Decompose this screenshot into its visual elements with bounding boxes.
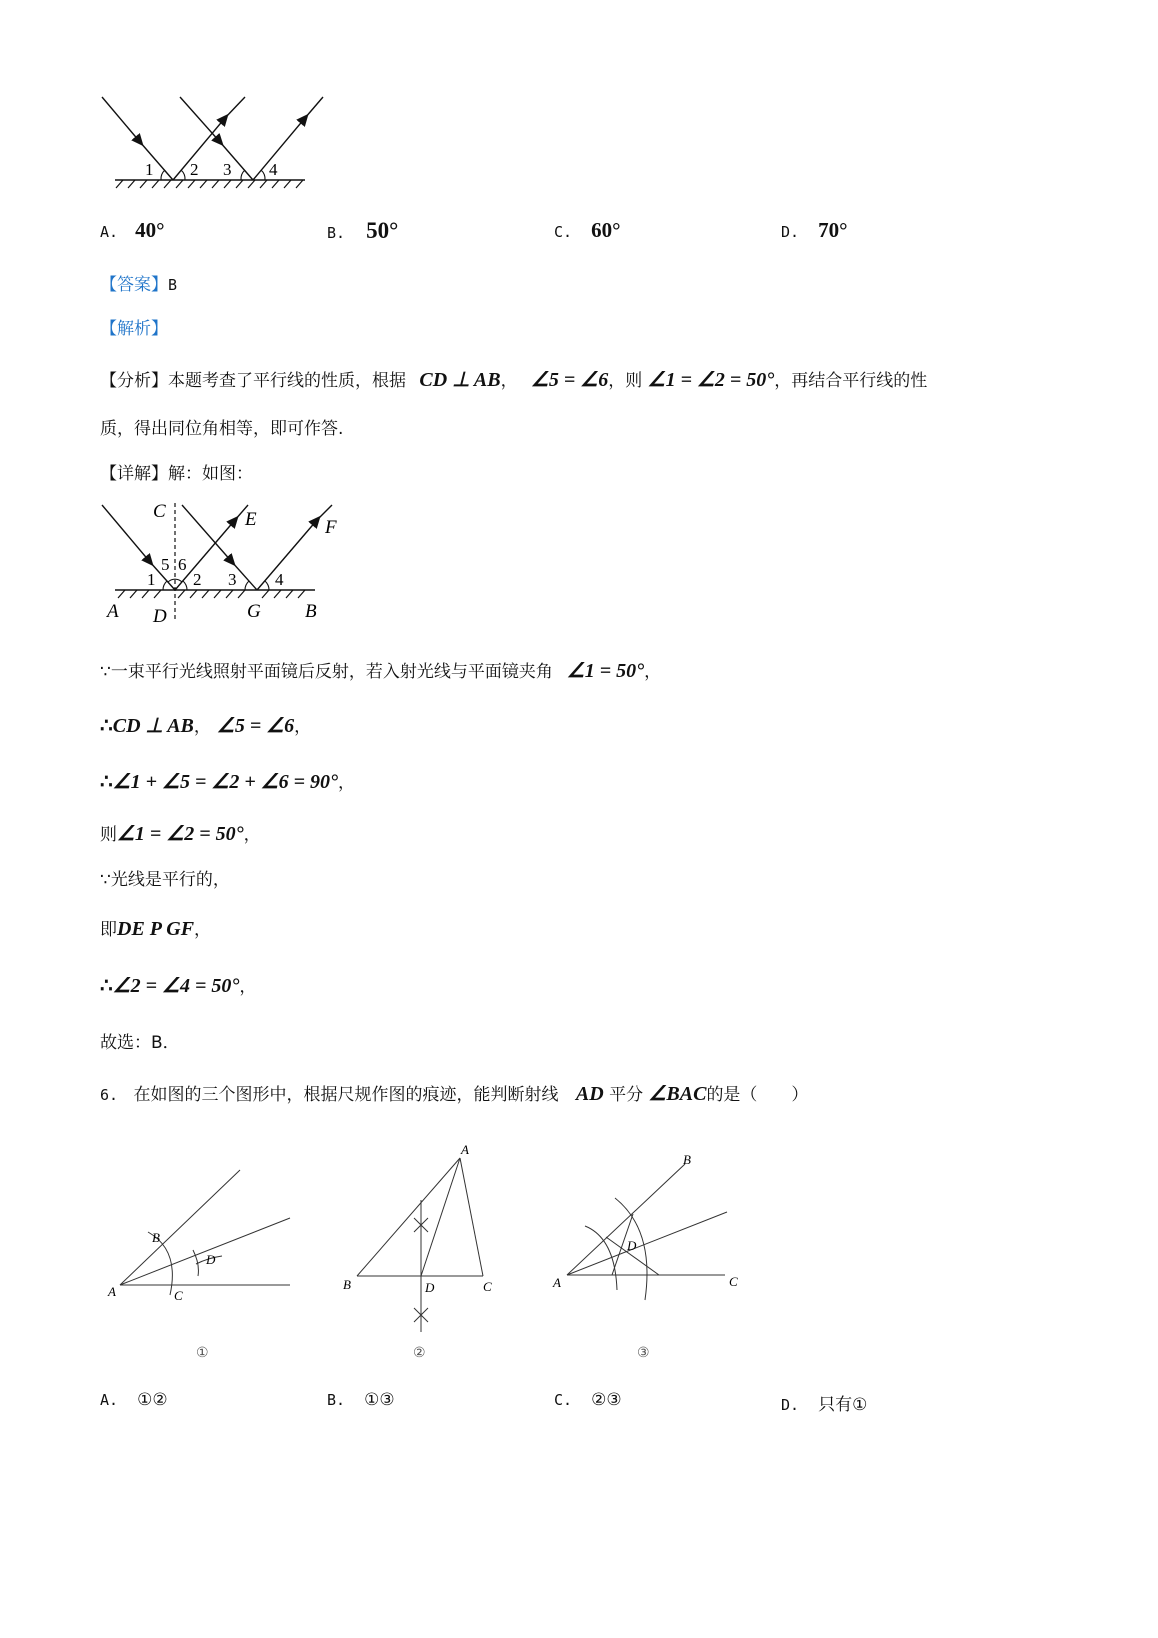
q5-option-d[interactable]: D. 70° bbox=[781, 218, 848, 242]
angle-label: 2 bbox=[190, 160, 199, 179]
proof-step: ∴CD ⊥ AB， ∠5 = ∠6， bbox=[100, 715, 312, 737]
point-label-c: C bbox=[153, 501, 166, 522]
q5-option-b[interactable]: B. 50° bbox=[327, 218, 399, 243]
point-label-c: C bbox=[729, 1274, 738, 1289]
point-label-g: G bbox=[247, 601, 261, 622]
point-label-a: A bbox=[553, 1275, 561, 1290]
question-6: 6. 在如图的三个图形中，根据尺规作图的痕迹，能判断射线 AD 平分 ∠BAC的是（ ） bbox=[100, 1083, 809, 1105]
angle-label: 3 bbox=[223, 160, 232, 179]
point-label-d: D bbox=[206, 1252, 216, 1267]
q6-option-c[interactable]: C. ②③ bbox=[554, 1390, 622, 1410]
xiangjie-line: 【详解】解：如图： bbox=[100, 464, 253, 484]
angle-label: 1 bbox=[145, 160, 154, 179]
analysis-tag: 【解析】 bbox=[100, 319, 168, 339]
point-label-d: D bbox=[153, 606, 167, 627]
construction-figure-3 bbox=[545, 1150, 745, 1360]
point-label-b: B bbox=[305, 601, 317, 622]
point-label-b: B bbox=[683, 1152, 691, 1167]
figure-caption: ② bbox=[413, 1346, 426, 1360]
reflected-ray-1 bbox=[173, 118, 225, 180]
angle-label: 6 bbox=[178, 555, 187, 574]
point-label-c: C bbox=[483, 1279, 492, 1294]
angle-label: 3 bbox=[228, 570, 237, 589]
proof-step: ∵光线是平行的， bbox=[100, 870, 230, 890]
figure-caption: ③ bbox=[637, 1346, 650, 1360]
point-label-d: D bbox=[627, 1238, 637, 1253]
reflection-figure-1 bbox=[95, 90, 325, 190]
proof-step: 即DE P GF， bbox=[100, 918, 212, 940]
point-label-f: F bbox=[325, 517, 337, 538]
fenxi-line-2: 质，得出同位角相等，即可作答. bbox=[100, 419, 344, 439]
mirror-hatching bbox=[118, 590, 305, 598]
answer-line: 【答案】B bbox=[100, 275, 178, 295]
proof-step: ∴∠1 + ∠5 = ∠2 + ∠6 = 90°， bbox=[100, 771, 356, 793]
proof-step: 则∠1 = ∠2 = 50°， bbox=[100, 823, 261, 845]
q6-option-b[interactable]: B. ①③ bbox=[327, 1390, 395, 1410]
angle-label: 2 bbox=[193, 570, 202, 589]
point-label-a: A bbox=[108, 1284, 116, 1299]
incident-ray-1 bbox=[102, 97, 140, 142]
fenxi-line-1: 【分析】本题考查了平行线的性质，根据 CD ⊥ AB， ∠5 = ∠6，则 ∠1 = ∠2 = 50°，再结合平行线的性 bbox=[100, 369, 928, 391]
angle-label: 5 bbox=[161, 555, 170, 574]
proof-step: ∴∠2 = ∠4 = 50°， bbox=[100, 975, 257, 997]
proof-step: ∵一束平行光线照射平面镜后反射，若入射光线与平面镜夹角 ∠1 = 50°， bbox=[100, 660, 662, 682]
point-label-c: C bbox=[174, 1288, 183, 1303]
point-label-a: A bbox=[107, 601, 119, 622]
reflected-ray-2 bbox=[253, 118, 305, 180]
incident-ray-2 bbox=[180, 97, 220, 142]
q6-option-d[interactable]: D. 只有① bbox=[781, 1395, 868, 1415]
construction-figure-1 bbox=[100, 1160, 300, 1360]
angle-label: 4 bbox=[275, 570, 284, 589]
point-label-d: D bbox=[425, 1280, 435, 1295]
construction-figure-2 bbox=[335, 1140, 515, 1360]
q5-option-a[interactable]: A. 40° bbox=[100, 218, 165, 242]
q6-option-a[interactable]: A. ①② bbox=[100, 1390, 168, 1410]
proof-step: 故选：B． bbox=[100, 1033, 180, 1053]
angle-label: 1 bbox=[147, 570, 156, 589]
figure-caption: ① bbox=[196, 1346, 209, 1360]
point-label-b: B bbox=[343, 1277, 351, 1292]
point-label-e: E bbox=[245, 509, 257, 530]
point-label-a: A bbox=[461, 1142, 469, 1157]
mirror-hatching bbox=[116, 180, 303, 188]
point-label-b: B bbox=[152, 1230, 160, 1245]
reflection-figure-2 bbox=[95, 495, 355, 630]
angle-label: 4 bbox=[269, 160, 278, 179]
q5-option-c[interactable]: C. 60° bbox=[554, 218, 621, 242]
